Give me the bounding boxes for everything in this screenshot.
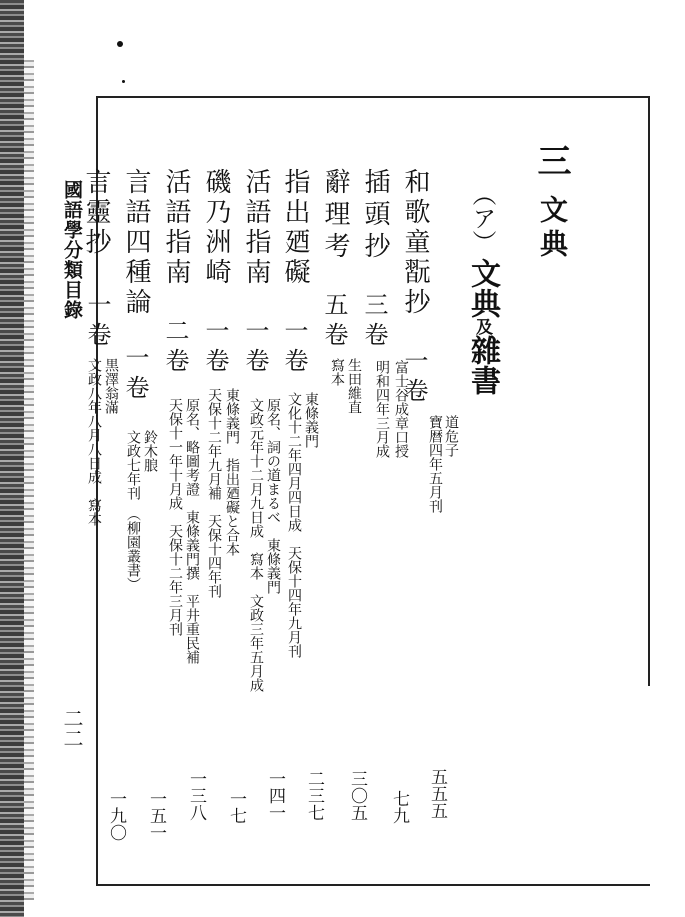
- entry-page: 一五一: [146, 790, 166, 841]
- entry-note: 生田維直: [346, 358, 362, 414]
- running-head: 國語學分類目錄: [61, 180, 83, 320]
- entry-volumes: 一卷: [400, 348, 428, 408]
- entry-title: 磯乃洲崎: [201, 168, 231, 288]
- entry-note: 原名、詞の道まるべ 東條義門: [265, 398, 281, 594]
- entry-title: 和歌童翫抄: [400, 168, 430, 318]
- entry-note: 文政元年十二月九日成 寫本 文政三年五月成: [248, 398, 264, 692]
- entry-volumes: 一卷: [121, 345, 149, 405]
- entry-page: 一九〇: [106, 790, 126, 841]
- entry-page: 二三七: [304, 770, 324, 821]
- entry-page: 一三八: [186, 770, 206, 821]
- entry-volumes: 一卷: [201, 318, 229, 378]
- entry-note: 原名、略圖考證 東條義門撰 平井重民補: [184, 398, 200, 664]
- entry-note: 東條義門 指出廼礙と合本: [224, 388, 240, 556]
- entry-volumes: 二卷: [161, 318, 189, 378]
- entry-note: 富士谷成章口授: [393, 360, 409, 458]
- entry-note: 鈴木朖: [142, 430, 158, 472]
- entry-note: 文政八年八月八日成 寫本: [86, 358, 102, 526]
- entry-page: 五五五: [427, 768, 447, 819]
- entry-title: 言靈抄: [81, 168, 111, 258]
- entry-title: 辭理考: [320, 168, 350, 264]
- subsection-title: [465, 258, 500, 395]
- section-title: 文典: [536, 195, 569, 263]
- entry-volumes: 一卷: [280, 318, 308, 378]
- entry-title: 言語四種論: [121, 168, 151, 318]
- entry-page: 三〇五: [347, 770, 367, 821]
- entry-note: 東條義門: [303, 392, 319, 448]
- entry-volumes: 一卷: [241, 318, 269, 378]
- entry-note: 文化十二年四月四日成 天保十四年九月刊: [286, 392, 302, 658]
- entry-volumes: 三卷: [360, 292, 388, 352]
- entry-note: 天保十二年九月補 天保十四年刊: [206, 388, 222, 598]
- subsection-title-a: 文典: [465, 258, 500, 318]
- entry-page: 一七: [226, 790, 246, 824]
- page-frame-right-rule: [648, 96, 650, 686]
- entry-note: 天保十一年十月成 天保十二年三月刊: [167, 398, 183, 636]
- section-number: 三: [531, 143, 571, 177]
- entry-note: 寫本: [329, 358, 345, 386]
- entry-title: 指出廼礙: [280, 168, 310, 288]
- subsection-mark: （ア）: [468, 182, 496, 254]
- entry-note: 黒澤翁滿: [103, 358, 119, 414]
- entry-note: 寶暦四年五月刊: [427, 415, 443, 513]
- entry-page: 一四一: [265, 770, 285, 821]
- scan-binding-shadow: [0, 0, 24, 917]
- entry-note: 文政七年刊 （柳園叢書）: [125, 430, 141, 591]
- ink-speck: [122, 80, 125, 83]
- entry-title: 活語指南: [161, 168, 191, 288]
- entry-volumes: 一卷: [83, 292, 111, 352]
- entry-volumes: 五卷: [320, 292, 348, 352]
- page-number: 二二: [60, 708, 84, 748]
- subsection-title-small: 及: [472, 318, 492, 335]
- subsection-title-b: 雜書: [465, 335, 500, 395]
- entry-note: 明和四年三月成: [374, 360, 390, 458]
- entry-title: 插頭抄: [360, 168, 390, 264]
- entry-page: 七九: [389, 790, 409, 824]
- entry-title: 活語指南: [241, 168, 271, 288]
- scan-binding-noise: [24, 60, 34, 900]
- entry-note: 道危子: [443, 415, 459, 457]
- ink-speck: [117, 41, 123, 47]
